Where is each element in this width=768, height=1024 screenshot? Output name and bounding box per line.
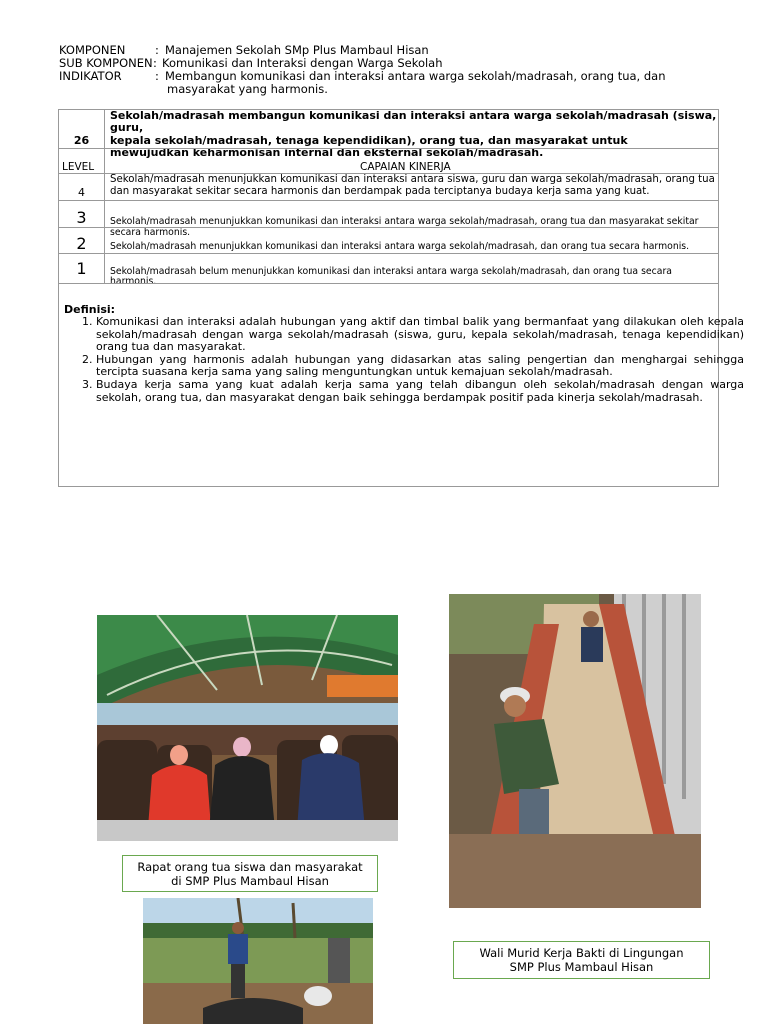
level-3: 3 [76, 208, 87, 227]
colon: : [155, 43, 159, 57]
komponen-key: KOMPONEN [59, 43, 126, 57]
indikator-key: INDIKATOR [59, 69, 122, 83]
indicator-number: 26 [73, 134, 90, 147]
kerja-bakti-photo [449, 594, 701, 908]
level-1-desc: Sekolah/madrasah belum menunjukkan komunikasi dan interaksi antara warga sekolah/madrasah, dan orang tua secara harmonis. [110, 266, 672, 287]
level-4-desc: Sekolah/madrasah menunjukkan komunikasi dan interaksi antara siswa, guru dan warga sekolah/madrasah, orang tua dan masyarakat sekitar secara harmonis dan berdampak pada terciptanya budaya kerja sama yang kuat. [110, 174, 715, 197]
level-4: 4 [78, 186, 85, 199]
definisi-list [64, 316, 744, 404]
kerja-bakti-caption: Wali Murid Kerja Bakti di Lingungan SMP Plus Mambaul Hisan [453, 941, 710, 979]
indicator-statement: Sekolah/madrasah membangun komunikasi dan interaksi antara warga sekolah/madrasah (siswa, guru, kepala sekolah/madrasah, tenaga kependidikan), orang tua, dan masyarakat untuk mewujudkan keharmonisan internal dan eksternal sekolah/madrasah. [110, 109, 717, 160]
definisi-item: 3. Budaya kerja sama yang kuat adalah kerja sama yang telah dibangun oleh sekolah/madrasah dengan warga sekolah, orang tua, dan masyarakat dengan baik sehingga berdampak positif pada kinerja sekolah/madrasah. [96, 379, 744, 404]
indikator-value-continued: masyarakat yang harmonis. [167, 82, 328, 96]
level-header: LEVEL [62, 161, 95, 173]
sub-komponen-key: SUB KOMPONEN [59, 56, 153, 70]
definisi-item: 1. Komunikasi dan interaksi adalah hubungan yang aktif dan timbal balik yang bermanfaat yang dilakukan oleh kepala sekolah/madrasah dengan warga sekolah/madrasah (siswa, guru, kepala sekolah/madrasah, tenaga kependidikan) orang tua dan masyarakat. [96, 316, 744, 354]
colon: : [155, 69, 159, 83]
level-2: 2 [76, 234, 87, 253]
colon: : [153, 56, 157, 70]
sub-komponen-value: Komunikasi dan Interaksi dengan Warga Sekolah [162, 56, 443, 70]
meeting-caption: Rapat orang tua siswa dan masyarakat di SMP Plus Mambaul Hisan [122, 855, 378, 892]
indikator-value: Membangun komunikasi dan interaksi antara warga sekolah/madrasah, orang tua, dan [165, 69, 666, 83]
definisi-item: 2. Hubungan yang harmonis adalah hubungan yang didasarkan atas saling pengertian dan menghargai sehingga tercipta suasana kerja sama yang saling menguntungkan untuk kemajuan sekolah/madrasah. [96, 354, 744, 379]
level-3-desc: Sekolah/madrasah menunjukkan komunikasi dan interaksi antara warga sekolah/madrasah, orang tua dan masyarakat sekitar secara harmonis. [110, 216, 699, 238]
komponen-value: Manajemen Sekolah SMp Plus Mambaul Hisan [165, 43, 429, 57]
level-2-desc: Sekolah/madrasah menunjukkan komunikasi dan interaksi antara warga sekolah/madrasah, dan orang tua secara harmonis. [110, 241, 690, 252]
capaian-header: CAPAIAN KINERJA [360, 161, 451, 173]
definisi-title: Definisi: [64, 303, 116, 316]
field-work-photo [143, 898, 373, 1024]
meeting-photo [97, 615, 398, 841]
level-1: 1 [76, 259, 87, 278]
